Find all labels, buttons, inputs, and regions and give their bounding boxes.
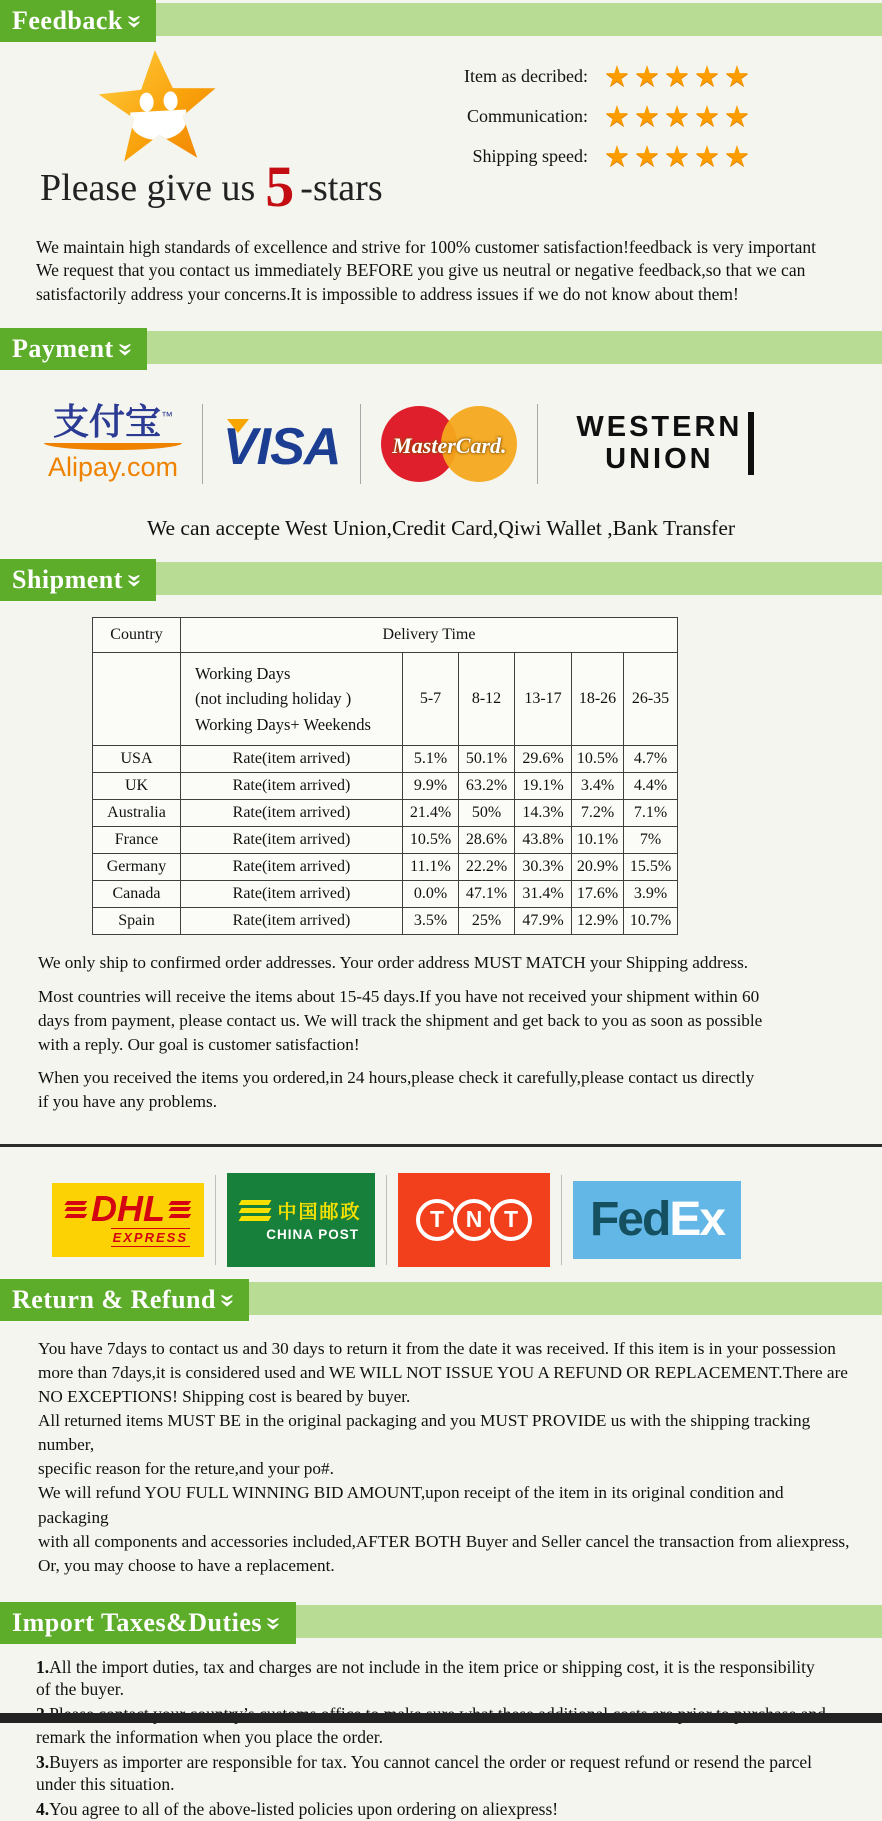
- item-text-cont: remark the information when you place the order.: [36, 1726, 383, 1747]
- import-item-2: [36, 1703, 852, 1749]
- country-cell: Australia: [93, 800, 181, 827]
- rate-cell: 14.3%: [515, 800, 572, 827]
- rate-cell: 0.0%: [403, 881, 459, 908]
- return-line: We will refund YOU FULL WINNING BID AMOUNT,upon receipt of the item in its original condition and packaging: [38, 1483, 784, 1527]
- rating-row-item-described: [464, 56, 754, 96]
- table-row-uk: [93, 773, 678, 800]
- rate-cell: 50.1%: [459, 746, 515, 773]
- caption-number: 5: [265, 154, 295, 219]
- rate-cell: 31.4%: [515, 881, 572, 908]
- country-cell: UK: [93, 773, 181, 800]
- payment-header-label: Payment: [12, 333, 114, 363]
- import-taxes-section-header: [0, 1602, 882, 1644]
- rate-cell: 10.5%: [403, 827, 459, 854]
- working-days-line: Working Days: [195, 663, 291, 683]
- rate-cell: 28.6%: [459, 827, 515, 854]
- return-refund-header-tab: [0, 1279, 249, 1321]
- country-cell: Germany: [93, 854, 181, 881]
- item-text-cont: under this situation.: [36, 1774, 175, 1795]
- feedback-hero: [0, 42, 882, 222]
- feedback-line: We request that you contact us immediately BEFORE you give us neutral or negative feedback,so that we can: [36, 260, 806, 281]
- rate-cell: 47.9%: [515, 908, 572, 935]
- rate-cell: 3.5%: [403, 908, 459, 935]
- logo-divider: [360, 404, 361, 484]
- shipment-header-tab: [0, 559, 156, 601]
- logo-divider: [561, 1175, 562, 1265]
- tnt-logo: [398, 1173, 550, 1267]
- return-line: Or, you may choose to have a replacement.: [38, 1555, 335, 1575]
- return-line: more than 7days,it is considered used and WE WILL NOT ISSUE YOU A REFUND OR REPLACEMENT.There are: [38, 1363, 848, 1383]
- table-row-canada: [93, 881, 678, 908]
- item-number: 4.: [36, 1799, 50, 1820]
- rate-cell: 10.1%: [572, 827, 624, 854]
- star-eye-left: [139, 93, 154, 113]
- table-header-row: [93, 617, 678, 652]
- fedex-logo: [573, 1181, 741, 1259]
- working-days-line: Working Days+ Weekends: [195, 714, 371, 734]
- rate-label-cell: Rate(item arrived): [181, 908, 403, 935]
- china-post-row: [240, 1197, 361, 1224]
- rate-cell: 12.9%: [572, 908, 624, 935]
- rate-cell: 50%: [459, 800, 515, 827]
- return-refund-header-label: Return & Refund: [12, 1284, 216, 1314]
- shipment-note-line: Most countries will receive the items about 15-45 days.If you have not received your shipment within 60: [38, 986, 760, 1006]
- table-subheader-row: [93, 652, 678, 746]
- courier-logos-row: [52, 1173, 882, 1267]
- feedback-line: We maintain high standards of excellence and strive for 100% customer satisfaction!feedback is very important: [36, 237, 816, 257]
- dhl-express-text: EXPRESS: [112, 1230, 188, 1246]
- bottom-bar: [0, 1713, 882, 1723]
- country-cell: Spain: [93, 908, 181, 935]
- rating-label: Item as decribed:: [464, 65, 588, 86]
- western-union-line2: UNION: [605, 442, 714, 475]
- chevron-down-icon: »: [120, 14, 152, 30]
- working-days-line: (not including holiday ): [195, 689, 352, 709]
- fedex-fed-text: Fed: [589, 1193, 670, 1247]
- chevron-down-icon: »: [120, 573, 152, 589]
- chevron-down-icon: »: [259, 1616, 291, 1631]
- tnt-circle-n: N: [453, 1199, 495, 1241]
- rate-cell: 4.4%: [624, 773, 678, 800]
- return-refund-text: [38, 1337, 852, 1578]
- visa-logo: [223, 411, 340, 477]
- rating-row-communication: [464, 96, 754, 136]
- shipment-section-header: [0, 559, 882, 601]
- rate-cell: 10.7%: [624, 908, 678, 935]
- range-cell: 5-7: [403, 652, 459, 746]
- logo-divider: [202, 404, 203, 484]
- rate-cell: 21.4%: [403, 800, 459, 827]
- mastercard-logo: [381, 399, 517, 489]
- dhl-stripes-left: [66, 1201, 86, 1218]
- import-taxes-header-tab: [0, 1602, 296, 1644]
- rate-label-cell: Rate(item arrived): [181, 773, 403, 800]
- country-cell: France: [93, 827, 181, 854]
- rate-cell: 7%: [624, 827, 678, 854]
- empty-cell: [93, 652, 181, 746]
- rate-cell: 10.5%: [572, 746, 624, 773]
- rate-cell: 29.6%: [515, 746, 572, 773]
- chevron-down-icon: »: [110, 342, 142, 358]
- rate-cell: 5.1%: [403, 746, 459, 773]
- western-union-logo: [576, 412, 754, 475]
- alipay-logo: [44, 401, 182, 483]
- rate-cell: 63.2%: [459, 773, 515, 800]
- fedex-ex-text: Ex: [669, 1193, 725, 1247]
- table-row-usa: [93, 746, 678, 773]
- chevron-down-icon: »: [213, 1293, 245, 1309]
- rate-cell: 47.1%: [459, 881, 515, 908]
- import-item-1: [36, 1656, 852, 1702]
- rate-label-cell: Rate(item arrived): [181, 827, 403, 854]
- tnt-circle-t2: T: [490, 1199, 532, 1241]
- return-line: specific reason for the reture,and your po#.: [38, 1459, 334, 1479]
- rating-label: Communication:: [467, 105, 588, 126]
- rate-cell: 22.2%: [459, 854, 515, 881]
- payment-logos-row: [44, 386, 882, 502]
- caption-prefix: Please give us: [40, 167, 256, 209]
- alipay-cn-text: 支付宝: [52, 401, 161, 443]
- alipay-trademark: ™: [161, 409, 173, 424]
- range-cell: 26-35: [624, 652, 678, 746]
- return-refund-section-header: [0, 1279, 882, 1321]
- country-cell: Canada: [93, 881, 181, 908]
- visa-text: VISA: [223, 417, 341, 476]
- item-text: All the import duties, tax and charges are not include in the item price or shipping cost, it is the responsibility: [49, 1656, 815, 1677]
- rate-cell: 30.3%: [515, 854, 572, 881]
- dhl-logo-top: [66, 1187, 190, 1229]
- rate-label-cell: Rate(item arrived): [181, 746, 403, 773]
- item-number: 3.: [36, 1751, 50, 1772]
- alipay-domain-text: Alipay.com: [47, 452, 179, 483]
- feedback-paragraph: [36, 236, 852, 306]
- dhl-stripes-right: [170, 1201, 190, 1218]
- rate-cell: 7.2%: [572, 800, 624, 827]
- item-text: You agree to all of the above-listed policies upon ordering on aliexpress!: [49, 1799, 559, 1820]
- payment-section-header: [0, 328, 882, 370]
- visa-flag-triangle: [227, 419, 249, 433]
- delivery-time-table: [92, 617, 678, 936]
- five-stars-icon: ★★★★★: [604, 99, 754, 133]
- five-stars-caption: [40, 153, 383, 220]
- rate-cell: 43.8%: [515, 827, 572, 854]
- shipment-header-label: Shipment: [12, 564, 123, 594]
- rating-label: Shipping speed:: [472, 145, 588, 166]
- rate-label-cell: Rate(item arrived): [181, 800, 403, 827]
- mastercard-text: MasterCard.: [392, 432, 507, 458]
- table-row-germany: [93, 854, 678, 881]
- shipment-note-line: days from payment, please contact us. We will track the shipment and get back to you as soon as possible: [38, 1010, 763, 1030]
- rate-cell: 3.9%: [624, 881, 678, 908]
- country-header-cell: Country: [93, 617, 181, 652]
- rate-cell: 15.5%: [624, 854, 678, 881]
- import-item-3: [36, 1751, 852, 1797]
- import-item-4: [36, 1798, 852, 1821]
- rate-label-cell: Rate(item arrived): [181, 854, 403, 881]
- china-post-cn-text: 中国邮政: [277, 1202, 362, 1224]
- logo-divider: [537, 404, 538, 484]
- item-text-cont: of the buyer.: [36, 1679, 124, 1700]
- shipment-notes: [38, 951, 852, 1113]
- working-days-cell: [181, 652, 403, 746]
- rate-cell: 20.9%: [572, 854, 624, 881]
- shipment-note-line: if you have any problems.: [38, 1091, 217, 1111]
- return-line: NO EXCEPTIONS! Shipping cost is beared by buyer.: [38, 1387, 411, 1407]
- payment-note: We can accepte West Union,Credit Card,Qiwi Wallet ,Bank Transfer: [146, 515, 736, 540]
- payment-header-tab: [0, 328, 147, 370]
- dhl-logo: [52, 1183, 204, 1257]
- logo-divider: [386, 1175, 387, 1265]
- rate-cell: 25%: [459, 908, 515, 935]
- western-union-line1: WESTERN: [576, 411, 743, 444]
- range-cell: 13-17: [515, 652, 572, 746]
- rate-cell: 11.1%: [403, 854, 459, 881]
- return-line: with all components and accessories included,AFTER BOTH Buyer and Seller cancel the transaction from aliexpress,: [38, 1531, 850, 1551]
- feedback-header-label: Feedback: [12, 6, 123, 35]
- logo-divider: [215, 1175, 216, 1265]
- table-row-france: [93, 827, 678, 854]
- range-cell: 18-26: [572, 652, 624, 746]
- shipment-note-line: When you received the items you ordered,in 24 hours,please check it carefully,please contact us directly: [38, 1067, 755, 1087]
- item-text: Buyers as importer are responsible for tax. You cannot cancel the order or request refund or resend the parcel: [49, 1751, 813, 1772]
- rate-cell: 3.4%: [572, 773, 624, 800]
- section-divider-line: [0, 1144, 882, 1147]
- caption-suffix: -stars: [300, 167, 383, 209]
- rate-cell: 19.1%: [515, 773, 572, 800]
- shipment-note-line: with a reply. Our goal is customer satisfaction!: [38, 1034, 360, 1054]
- dhl-text: DHL: [91, 1187, 165, 1229]
- range-cell: 8-12: [459, 652, 515, 746]
- five-stars-icon: ★★★★★: [604, 139, 754, 173]
- rate-label-cell: Rate(item arrived): [181, 881, 403, 908]
- rating-row-shipping-speed: [464, 136, 754, 176]
- table-row-spain: [93, 908, 678, 935]
- shipment-note-line: We only ship to confirmed order addresses. Your order address MUST MATCH your Shipping address.: [38, 953, 749, 973]
- tnt-circle-t1: T: [416, 1199, 458, 1241]
- rate-cell: 17.6%: [572, 881, 624, 908]
- item-number: 1.: [36, 1656, 50, 1677]
- import-taxes-header-label: Import Taxes&Duties: [12, 1607, 263, 1637]
- rate-cell: 9.9%: [403, 773, 459, 800]
- rating-list: [464, 56, 754, 176]
- feedback-header-tab: [0, 0, 156, 42]
- star-eye-right: [163, 91, 178, 111]
- china-post-logo: [227, 1173, 375, 1267]
- rate-cell: 4.7%: [624, 746, 678, 773]
- delivery-header-cell: Delivery Time: [181, 617, 678, 652]
- rate-cell: 7.1%: [624, 800, 678, 827]
- import-taxes-text: [36, 1656, 852, 1821]
- return-line: You have 7days to contact us and 30 days to return it from the date it was received. If this item is in your possession: [38, 1338, 836, 1358]
- star-smile: [130, 110, 188, 141]
- feedback-section-header: [0, 0, 882, 42]
- table-row-australia: [93, 800, 678, 827]
- feedback-line: satisfactorily address your concerns.It is impossible to address issues if we do not know about them!: [36, 283, 739, 304]
- china-post-emblem-icon: [240, 1200, 270, 1221]
- china-post-en-text: CHINA POST: [266, 1227, 359, 1243]
- return-line: All returned items MUST BE in the original packaging and you MUST PROVIDE us with the shipping tracking number,: [38, 1411, 811, 1455]
- country-cell: USA: [93, 746, 181, 773]
- five-stars-icon: ★★★★★: [604, 59, 754, 93]
